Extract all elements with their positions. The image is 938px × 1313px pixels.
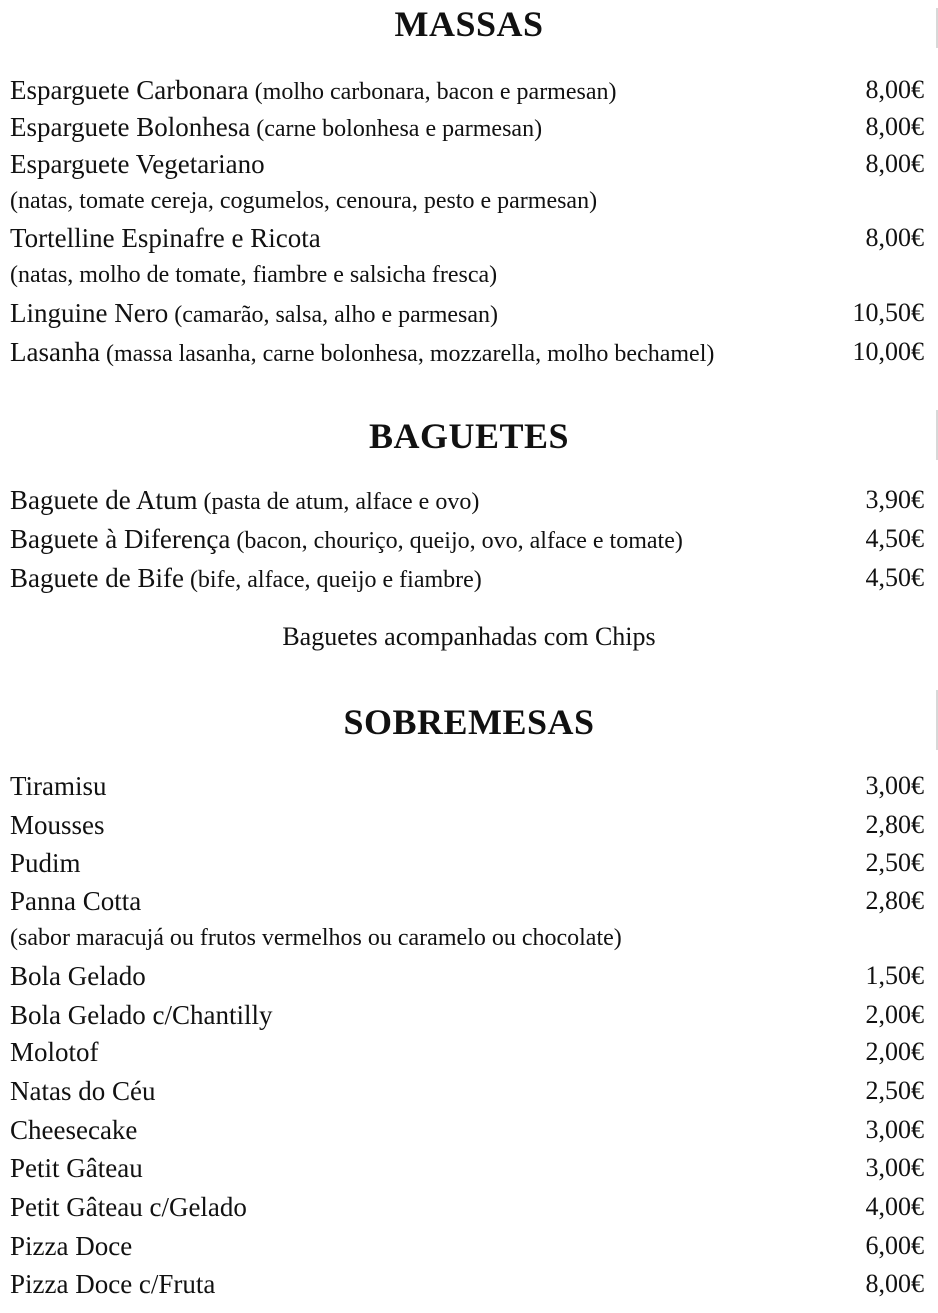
- item-name: Baguete à Diferença: [10, 524, 231, 554]
- item-name: Pizza Doce: [10, 1231, 133, 1261]
- item-price: 2,80€: [865, 886, 924, 915]
- menu-item: [10, 1150, 924, 1186]
- item-price: 10,50€: [852, 298, 924, 327]
- item-name: Pudim: [10, 848, 81, 878]
- menu-item: [10, 109, 924, 145]
- item-price: 3,00€: [865, 1115, 924, 1144]
- item-name: Cheesecake: [10, 1115, 138, 1145]
- menu-item: [10, 72, 924, 108]
- item-price: 3,00€: [865, 1153, 924, 1182]
- item-price: 8,00€: [865, 223, 924, 252]
- item-name: Molotof: [10, 1037, 99, 1067]
- menu-item: [10, 1228, 924, 1264]
- item-note: (sabor maracujá ou frutos vermelhos ou caramelo ou chocolate): [10, 925, 622, 951]
- item-price: 1,50€: [865, 961, 924, 990]
- section-title-massas: MASSAS: [394, 4, 544, 44]
- item-description: (massa lasanha, carne bolonhesa, mozzarella, molho bechamel): [99, 341, 715, 367]
- section-title-baguetes: BAGUETES: [368, 416, 570, 456]
- item-description: (bacon, chouriço, queijo, ovo, alface e tomate): [230, 528, 683, 554]
- menu-item: [10, 807, 924, 843]
- item-name: Bola Gelado c/Chantilly: [10, 1000, 273, 1030]
- item-name: Esparguete Carbonara: [10, 75, 249, 105]
- item-price: 2,80€: [865, 810, 924, 839]
- item-name: Esparguete Bolonhesa: [10, 112, 251, 142]
- item-description: (camarão, salsa, alho e parmesan): [168, 302, 499, 328]
- item-name: Petit Gâteau: [10, 1153, 143, 1183]
- item-note: (natas, tomate cereja, cogumelos, cenoura, pesto e parmesan): [10, 188, 598, 214]
- item-name: Pizza Doce c/Fruta: [10, 1269, 216, 1299]
- item-name: Linguine Nero: [10, 298, 169, 328]
- item-name: Baguete de Atum: [10, 485, 198, 515]
- item-name: Bola Gelado: [10, 961, 146, 991]
- menu-item: [10, 482, 924, 518]
- item-price: 8,00€: [865, 75, 924, 104]
- item-name: Mousses: [10, 810, 105, 840]
- item-note: (natas, molho de tomate, fiambre e salsicha fresca): [10, 262, 498, 288]
- menu-item: [10, 845, 924, 881]
- menu-item: [10, 768, 924, 804]
- item-description: (pasta de atum, alface e ovo): [197, 489, 480, 515]
- menu-item: [10, 883, 924, 919]
- menu-item: [10, 1073, 924, 1109]
- item-name: Tortelline Espinafre e Ricota: [10, 223, 321, 253]
- item-price: 4,00€: [865, 1192, 924, 1221]
- menu-item: [10, 1034, 924, 1070]
- baguetes-footer-note: Baguetes acompanhadas com Chips: [282, 622, 656, 651]
- menu-item: [10, 1189, 924, 1225]
- item-price: 6,00€: [865, 1231, 924, 1260]
- item-price: 3,90€: [865, 485, 924, 514]
- item-name: Lasanha: [10, 337, 100, 367]
- item-price: 8,00€: [865, 112, 924, 141]
- item-price: 4,50€: [865, 524, 924, 553]
- item-description: (carne bolonhesa e parmesan): [250, 116, 543, 142]
- item-price: 4,50€: [865, 563, 924, 592]
- menu-item: [10, 997, 924, 1033]
- menu-item: [10, 1112, 924, 1148]
- item-name: Tiramisu: [10, 771, 107, 801]
- menu-item: [10, 1266, 924, 1302]
- menu-item: [10, 220, 924, 256]
- item-price: 3,00€: [865, 771, 924, 800]
- item-price: 2,50€: [865, 848, 924, 877]
- item-price: 10,00€: [852, 337, 924, 366]
- item-description: (molho carbonara, bacon e parmesan): [248, 79, 617, 105]
- menu-item: [10, 958, 924, 994]
- menu-item: [10, 521, 924, 557]
- menu-item: [10, 334, 924, 370]
- item-name: Petit Gâteau c/Gelado: [10, 1192, 247, 1222]
- item-name: Baguete de Bife: [10, 563, 184, 593]
- menu-item: [10, 146, 924, 182]
- item-price: 8,00€: [865, 1269, 924, 1298]
- item-price: 8,00€: [865, 149, 924, 178]
- item-name: Natas do Céu: [10, 1076, 156, 1106]
- item-name: Esparguete Vegetariano: [10, 149, 265, 179]
- item-name: Panna Cotta: [10, 886, 142, 916]
- menu-item: [10, 560, 924, 596]
- section-title-sobremesas: SOBREMESAS: [343, 702, 595, 742]
- item-price: 2,00€: [865, 1037, 924, 1066]
- menu-item: [10, 295, 924, 331]
- item-price: 2,50€: [865, 1076, 924, 1105]
- item-description: (bife, alface, queijo e fiambre): [183, 567, 482, 593]
- item-price: 2,00€: [865, 1000, 924, 1029]
